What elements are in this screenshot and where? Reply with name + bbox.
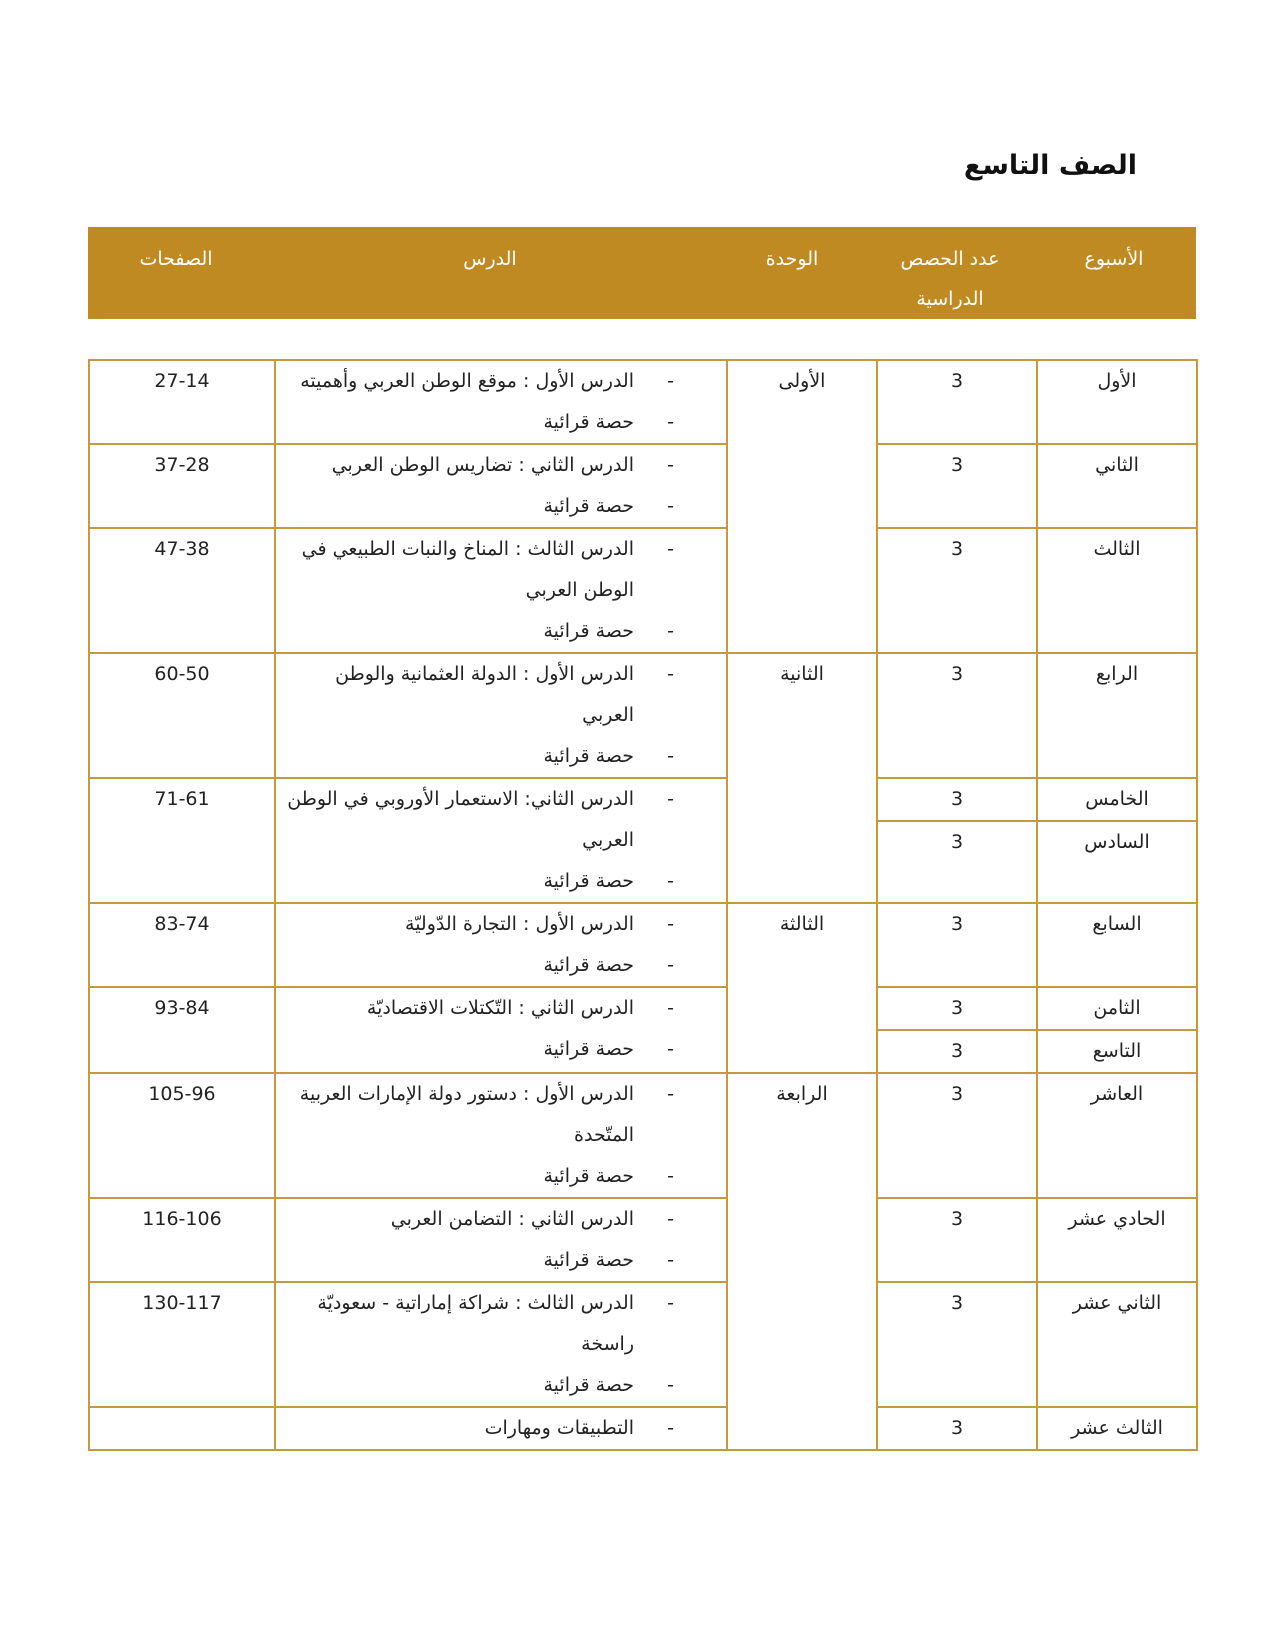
- bullet-dash: -: [667, 1038, 674, 1060]
- lesson-title: التطبيقات ومهارات: [484, 1417, 634, 1439]
- table-row: [89, 778, 1197, 821]
- header-week: الأسبوع: [1084, 248, 1144, 270]
- periods-cell: 3: [877, 1030, 1037, 1073]
- lesson-title-continued: العربي: [582, 704, 634, 726]
- table-row: [89, 903, 1197, 987]
- reading-item: [276, 611, 726, 652]
- bullet-dash: -: [667, 1374, 674, 1396]
- pages-cell: 60-50: [89, 653, 275, 778]
- pages-cell: 130-117: [89, 1282, 275, 1407]
- reading-item: [276, 1240, 726, 1281]
- pages-cell: 37-28: [89, 444, 275, 528]
- bullet-dash: -: [667, 913, 674, 935]
- schedule-table: [88, 359, 1198, 1451]
- lesson-item: [276, 988, 726, 1029]
- bullet-dash: -: [667, 495, 674, 517]
- periods-cell: 3: [877, 360, 1037, 444]
- week-cell: الثاني عشر: [1037, 1282, 1197, 1407]
- bullet-dash: -: [667, 370, 674, 392]
- week-cell: العاشر: [1037, 1073, 1197, 1198]
- pages-cell: 93-84: [89, 987, 275, 1073]
- bullet-dash: -: [667, 954, 674, 976]
- bullet-dash: -: [667, 1083, 674, 1105]
- bullet-dash: -: [667, 663, 674, 685]
- reading-item: [276, 1365, 726, 1406]
- table-header: [88, 227, 1196, 319]
- table-row: [89, 360, 1197, 444]
- lesson-title: الدرس الأول : التجارة الدّوليّة: [405, 913, 634, 935]
- table-row: [89, 987, 1197, 1030]
- periods-cell: 3: [877, 987, 1037, 1030]
- lesson-item: [276, 361, 726, 402]
- week-cell: التاسع: [1037, 1030, 1197, 1073]
- lesson-title: الدرس الأول : موقع الوطن العربي وأهميته: [300, 370, 634, 392]
- bullet-dash: -: [667, 1249, 674, 1271]
- periods-cell: 3: [877, 778, 1037, 821]
- lesson-title: الدرس الأول : الدولة العثمانية والوطن: [335, 663, 634, 685]
- periods-cell: 3: [877, 1198, 1037, 1282]
- reading-item: [276, 945, 726, 986]
- pages-cell: 83-74: [89, 903, 275, 987]
- reading-item: [276, 402, 726, 443]
- header-periods: [868, 239, 1032, 319]
- week-cell: الخامس: [1037, 778, 1197, 821]
- periods-cell: 3: [877, 903, 1037, 987]
- week-cell: الثالث عشر: [1037, 1407, 1197, 1450]
- reading-label: حصة قرائية: [543, 1038, 634, 1060]
- lesson-item: [276, 445, 726, 486]
- table-row: [89, 1407, 1197, 1450]
- lesson-title: الدرس الثاني: الاستعمار الأوروبي في الوطن: [287, 788, 634, 810]
- lesson-title: الدرس الأول : دستور دولة الإمارات العربية: [299, 1083, 634, 1105]
- reading-label: حصة قرائية: [543, 745, 634, 767]
- bullet-dash: -: [667, 997, 674, 1019]
- pages-cell: [89, 1407, 275, 1450]
- week-cell: الحادي عشر: [1037, 1198, 1197, 1282]
- header-unit: الوحدة: [765, 248, 819, 270]
- bullet-dash: -: [667, 620, 674, 642]
- lesson-cell: [275, 778, 727, 903]
- header-periods-line2: الدراسية: [916, 288, 984, 310]
- reading-label: حصة قرائية: [543, 411, 634, 433]
- reading-label: حصة قرائية: [543, 620, 634, 642]
- lesson-item: [276, 904, 726, 945]
- table-row: [89, 444, 1197, 528]
- bullet-dash: -: [667, 454, 674, 476]
- bullet-dash: -: [667, 411, 674, 433]
- lesson-item: [276, 1408, 726, 1449]
- lesson-title-continued: راسخة: [581, 1333, 634, 1355]
- bullet-dash: -: [667, 1165, 674, 1187]
- unit-cell: الثانية: [727, 653, 877, 903]
- table-row: [89, 1198, 1197, 1282]
- pages-cell: 71-61: [89, 778, 275, 903]
- reading-item: [276, 486, 726, 527]
- reading-label: حصة قرائية: [543, 495, 634, 517]
- lesson-cell: [275, 360, 727, 444]
- periods-cell: 3: [877, 821, 1037, 903]
- page-title: الصف التاسع: [963, 150, 1137, 181]
- table-row: [89, 1073, 1197, 1198]
- week-cell: الثالث: [1037, 528, 1197, 653]
- bullet-dash: -: [667, 1292, 674, 1314]
- week-cell: الرابع: [1037, 653, 1197, 778]
- lesson-title: الدرس الثاني : التضامن العربي: [390, 1208, 634, 1230]
- pages-cell: 105-96: [89, 1073, 275, 1198]
- bullet-dash: -: [667, 1208, 674, 1230]
- lesson-item: [276, 1199, 726, 1240]
- lesson-cell: [275, 903, 727, 987]
- lesson-title: الدرس الثالث : شراكة إماراتية - سعوديّة: [317, 1292, 634, 1314]
- unit-cell: الرابعة: [727, 1073, 877, 1450]
- week-cell: الأول: [1037, 360, 1197, 444]
- table-row: [89, 653, 1197, 778]
- lesson-cell: [275, 653, 727, 778]
- lesson-cell: [275, 1073, 727, 1198]
- lesson-item: [276, 529, 726, 570]
- reading-item: [276, 1029, 726, 1070]
- lesson-cell: [275, 1282, 727, 1407]
- periods-cell: 3: [877, 653, 1037, 778]
- pages-cell: 27-14: [89, 360, 275, 444]
- reading-label: حصة قرائية: [543, 870, 634, 892]
- periods-cell: 3: [877, 1073, 1037, 1198]
- reading-label: حصة قرائية: [543, 1374, 634, 1396]
- lesson-title: الدرس الثاني : تضاريس الوطن العربي: [331, 454, 634, 476]
- periods-cell: 3: [877, 1282, 1037, 1407]
- bullet-dash: -: [667, 1417, 674, 1439]
- table-row: [89, 1282, 1197, 1407]
- lesson-cell: [275, 444, 727, 528]
- week-cell: الثاني: [1037, 444, 1197, 528]
- lesson-title: الدرس الثاني : التّكتلات الاقتصاديّة: [366, 997, 634, 1019]
- unit-cell: الثالثة: [727, 903, 877, 1073]
- lesson-title-continued: العربي: [582, 829, 634, 851]
- pages-cell: 47-38: [89, 528, 275, 653]
- header-periods-line1: عدد الحصص: [900, 248, 1000, 270]
- bullet-dash: -: [667, 745, 674, 767]
- reading-label: حصة قرائية: [543, 1165, 634, 1187]
- lesson-cell: [275, 987, 727, 1073]
- lesson-title-continued: المتّحدة: [574, 1124, 634, 1146]
- lesson-cell: [275, 1407, 727, 1450]
- reading-label: حصة قرائية: [543, 1249, 634, 1271]
- pages-cell: 116-106: [89, 1198, 275, 1282]
- periods-cell: 3: [877, 444, 1037, 528]
- week-cell: الثامن: [1037, 987, 1197, 1030]
- periods-cell: 3: [877, 528, 1037, 653]
- reading-label: حصة قرائية: [543, 954, 634, 976]
- week-cell: السابع: [1037, 903, 1197, 987]
- header-pages: الصفحات: [139, 248, 213, 270]
- bullet-dash: -: [667, 788, 674, 810]
- lesson-item: [276, 1074, 726, 1115]
- unit-cell: الأولى: [727, 360, 877, 653]
- reading-item: [276, 1156, 726, 1197]
- lesson-title-continued: الوطن العربي: [525, 579, 634, 601]
- reading-item: [276, 861, 726, 902]
- table-row: [89, 528, 1197, 653]
- lesson-item: [276, 779, 726, 820]
- bullet-dash: -: [667, 538, 674, 560]
- lesson-cell: [275, 1198, 727, 1282]
- periods-cell: 3: [877, 1407, 1037, 1450]
- lesson-cell: [275, 528, 727, 653]
- header-lesson: الدرس: [463, 248, 517, 270]
- lesson-title: الدرس الثالث : المناخ والنبات الطبيعي في: [301, 538, 634, 560]
- week-cell: السادس: [1037, 821, 1197, 903]
- lesson-item: [276, 1283, 726, 1324]
- lesson-item: [276, 654, 726, 695]
- bullet-dash: -: [667, 870, 674, 892]
- reading-item: [276, 736, 726, 777]
